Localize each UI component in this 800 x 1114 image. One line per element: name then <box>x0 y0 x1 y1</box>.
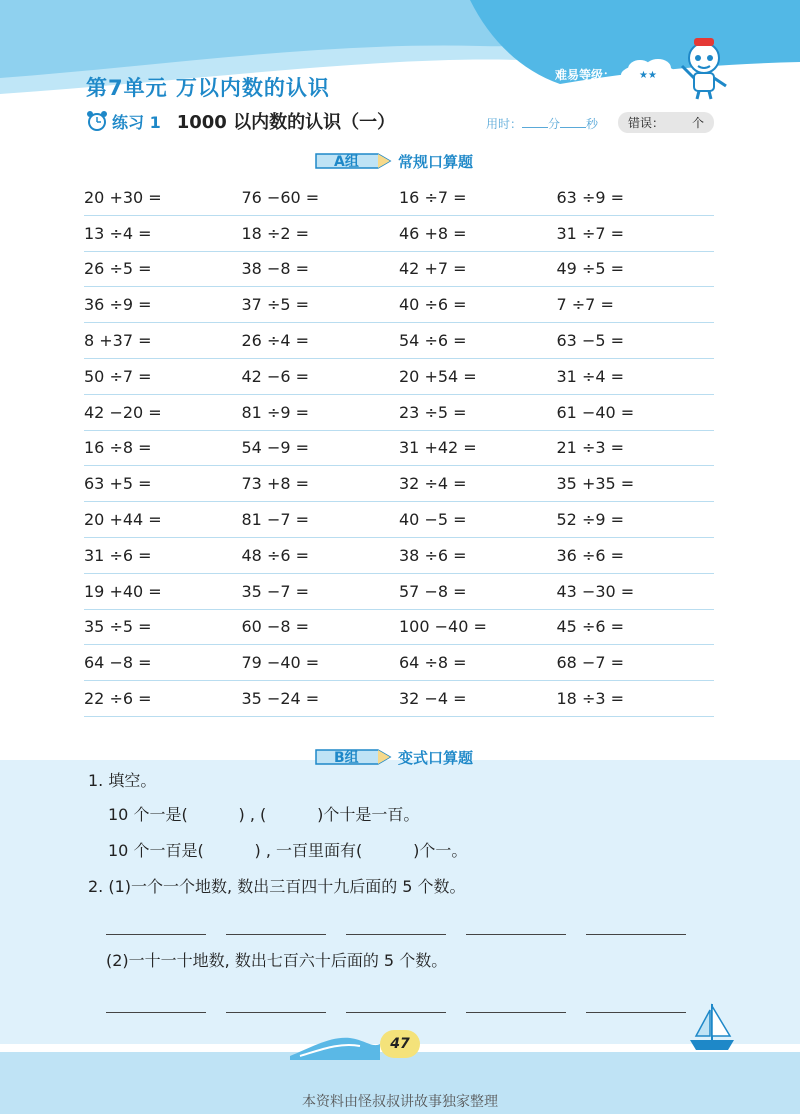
arithmetic-problem[interactable]: 31 +42 = <box>399 438 477 458</box>
arithmetic-problem[interactable]: 32 ÷4 = <box>399 474 467 494</box>
page-number: 47 <box>380 1030 420 1058</box>
arithmetic-problem[interactable]: 81 ÷9 = <box>241 402 310 422</box>
q1-line1: 10 个一是( ) , ( )个十是一百。 <box>108 805 420 824</box>
arithmetic-problem[interactable]: 23 ÷5 = <box>399 402 467 422</box>
arithmetic-problem[interactable]: 61 −40 = <box>556 402 635 422</box>
arithmetic-problem[interactable]: 60 −8 = <box>241 617 310 637</box>
arithmetic-problem[interactable]: 35 −7 = <box>241 581 310 601</box>
arithmetic-problem[interactable]: 40 ÷6 = <box>399 295 467 315</box>
arithmetic-problem[interactable]: 31 ÷4 = <box>556 366 625 386</box>
arithmetic-problem[interactable]: 63 −5 = <box>556 331 625 351</box>
arithmetic-problem[interactable]: 22 ÷6 = <box>84 689 152 709</box>
arithmetic-problem[interactable]: 31 ÷7 = <box>556 223 625 243</box>
arithmetic-problem[interactable]: 50 ÷7 = <box>84 366 152 386</box>
time-record <box>486 115 598 132</box>
arithmetic-problem[interactable]: 73 +8 = <box>241 474 310 494</box>
errors-label: 错误： <box>628 116 665 130</box>
exercise-title: 1000 以内数的认识（一） <box>176 112 396 133</box>
unit-title: 第7单元 万以内数的认识 <box>86 76 330 100</box>
arithmetic-problem[interactable]: 63 +5 = <box>84 474 152 494</box>
arithmetic-problem[interactable]: 54 ÷6 = <box>399 331 467 351</box>
arithmetic-problem[interactable]: 7 ÷7 = <box>556 295 614 315</box>
arithmetic-problem[interactable]: 45 ÷6 = <box>556 617 625 637</box>
answer-line[interactable] <box>586 934 686 935</box>
time-prefix: 用时： <box>486 117 523 131</box>
answer-line[interactable] <box>106 934 206 935</box>
arithmetic-problem[interactable]: 57 −8 = <box>399 581 467 601</box>
arithmetic-problem[interactable]: 54 −9 = <box>241 438 310 458</box>
arithmetic-problem[interactable]: 36 ÷6 = <box>556 545 625 565</box>
problem-row <box>84 287 714 323</box>
problem-row <box>84 359 714 395</box>
arithmetic-problem[interactable]: 13 ÷4 = <box>84 223 152 243</box>
sailboat-icon <box>686 1000 738 1054</box>
group-a-problem-grid <box>84 180 714 717</box>
difficulty-label: 难易等级： <box>555 68 616 82</box>
problem-row <box>84 323 714 359</box>
pencil-badge-icon <box>312 746 394 768</box>
arithmetic-problem[interactable]: 20 +54 = <box>399 366 477 386</box>
mascot-icon <box>676 36 732 100</box>
minutes-blank[interactable] <box>522 116 548 128</box>
arithmetic-problem[interactable]: 26 ÷5 = <box>84 259 152 279</box>
arithmetic-problem[interactable]: 38 ÷6 = <box>399 545 467 565</box>
arithmetic-problem[interactable]: 20 +44 = <box>84 510 162 530</box>
arithmetic-problem[interactable]: 42 −20 = <box>84 402 162 422</box>
arithmetic-problem[interactable]: 76 −60 = <box>241 187 320 207</box>
time-minutes-unit: 分 <box>548 117 561 131</box>
problem-row <box>84 610 714 646</box>
arithmetic-problem[interactable]: 20 +30 = <box>84 187 162 207</box>
group-b-badge: B组 <box>334 750 359 766</box>
page-number-badge <box>380 1030 420 1058</box>
arithmetic-problem[interactable]: 43 −30 = <box>556 581 635 601</box>
problem-row <box>84 180 714 216</box>
pencil-badge-icon <box>312 150 394 172</box>
seconds-blank[interactable] <box>560 116 586 128</box>
problem-row <box>84 502 714 538</box>
arithmetic-problem[interactable]: 81 −7 = <box>241 510 310 530</box>
problem-row <box>84 395 714 431</box>
problem-row <box>84 252 714 288</box>
alarm-clock-icon <box>86 110 108 132</box>
answer-line[interactable] <box>106 1012 206 1013</box>
arithmetic-problem[interactable]: 49 ÷5 = <box>556 259 625 279</box>
arithmetic-problem[interactable]: 63 ÷9 = <box>556 187 625 207</box>
group-a-title: 常规口算题 <box>398 152 474 171</box>
arithmetic-problem[interactable]: 37 ÷5 = <box>241 295 310 315</box>
q2-part2: (2)一十一十地数, 数出七百六十后面的 5 个数。 <box>106 951 448 970</box>
group-b-header <box>312 746 473 768</box>
q1-title: 1. 填空。 <box>88 771 157 790</box>
arithmetic-problem[interactable]: 42 −6 = <box>241 366 310 386</box>
arithmetic-problem[interactable]: 16 ÷7 = <box>399 187 467 207</box>
problem-row <box>84 216 714 252</box>
footer-credit: 本资料由怪叔叔讲故事独家整理 <box>302 1094 498 1110</box>
arithmetic-problem[interactable]: 64 −8 = <box>84 653 152 673</box>
arithmetic-problem[interactable]: 68 −7 = <box>556 653 625 673</box>
arithmetic-problem[interactable]: 52 ÷9 = <box>556 510 625 530</box>
arithmetic-problem[interactable]: 16 ÷8 = <box>84 438 152 458</box>
group-a-header <box>312 150 473 172</box>
arithmetic-problem[interactable]: 79 −40 = <box>241 653 320 673</box>
arithmetic-problem[interactable]: 19 +40 = <box>84 581 162 601</box>
problem-row <box>84 681 714 717</box>
time-seconds-unit: 秒 <box>586 117 599 131</box>
arithmetic-problem[interactable]: 18 ÷2 = <box>241 223 310 243</box>
arithmetic-problem[interactable]: 35 ÷5 = <box>84 617 152 637</box>
q1-line2: 10 个一百是( ) , 一百里面有( )个一。 <box>108 841 468 860</box>
arithmetic-problem[interactable]: 32 −4 = <box>399 689 467 709</box>
problem-row <box>84 538 714 574</box>
problem-row <box>84 645 714 681</box>
problem-row <box>84 466 714 502</box>
arithmetic-problem[interactable]: 18 ÷3 = <box>556 689 625 709</box>
answer-line[interactable] <box>346 934 446 935</box>
problem-row <box>84 574 714 610</box>
group-a-badge: A组 <box>334 154 359 170</box>
arithmetic-problem[interactable]: 40 −5 = <box>399 510 467 530</box>
arithmetic-problem[interactable]: 42 +7 = <box>399 259 467 279</box>
group-b-title: 变式口算题 <box>398 748 474 767</box>
arithmetic-problem[interactable]: 36 ÷9 = <box>84 295 152 315</box>
answer-line[interactable] <box>346 1012 446 1013</box>
arithmetic-problem[interactable]: 26 ÷4 = <box>241 331 310 351</box>
problem-row <box>84 431 714 467</box>
arithmetic-problem[interactable]: 35 +35 = <box>556 474 635 494</box>
arithmetic-problem[interactable]: 46 +8 = <box>399 223 467 243</box>
wave-icon <box>290 1028 380 1060</box>
arithmetic-problem[interactable]: 64 ÷8 = <box>399 653 467 673</box>
arithmetic-problem[interactable]: 48 ÷6 = <box>241 545 310 565</box>
arithmetic-problem[interactable]: 31 ÷6 = <box>84 545 152 565</box>
answer-line[interactable] <box>466 934 566 935</box>
svg-text:★★: ★★ <box>639 70 657 81</box>
errors-box[interactable] <box>618 112 714 133</box>
answer-line[interactable] <box>226 1012 326 1013</box>
arithmetic-problem[interactable]: 100 −40 = <box>399 617 487 637</box>
answer-line[interactable] <box>466 1012 566 1013</box>
arithmetic-problem[interactable]: 21 ÷3 = <box>556 438 625 458</box>
arithmetic-problem[interactable]: 35 −24 = <box>241 689 320 709</box>
difficulty-cloud-icon <box>618 57 680 87</box>
arithmetic-problem[interactable]: 38 −8 = <box>241 259 310 279</box>
q2-part1: 2. (1)一个一个地数, 数出三百四十九后面的 5 个数。 <box>88 877 466 896</box>
arithmetic-problem[interactable]: 8 +37 = <box>84 331 152 351</box>
answer-line[interactable] <box>226 934 326 935</box>
errors-unit: 个 <box>691 116 704 130</box>
answer-line[interactable] <box>586 1012 686 1013</box>
exercise-label: 练习 1 <box>112 112 161 132</box>
